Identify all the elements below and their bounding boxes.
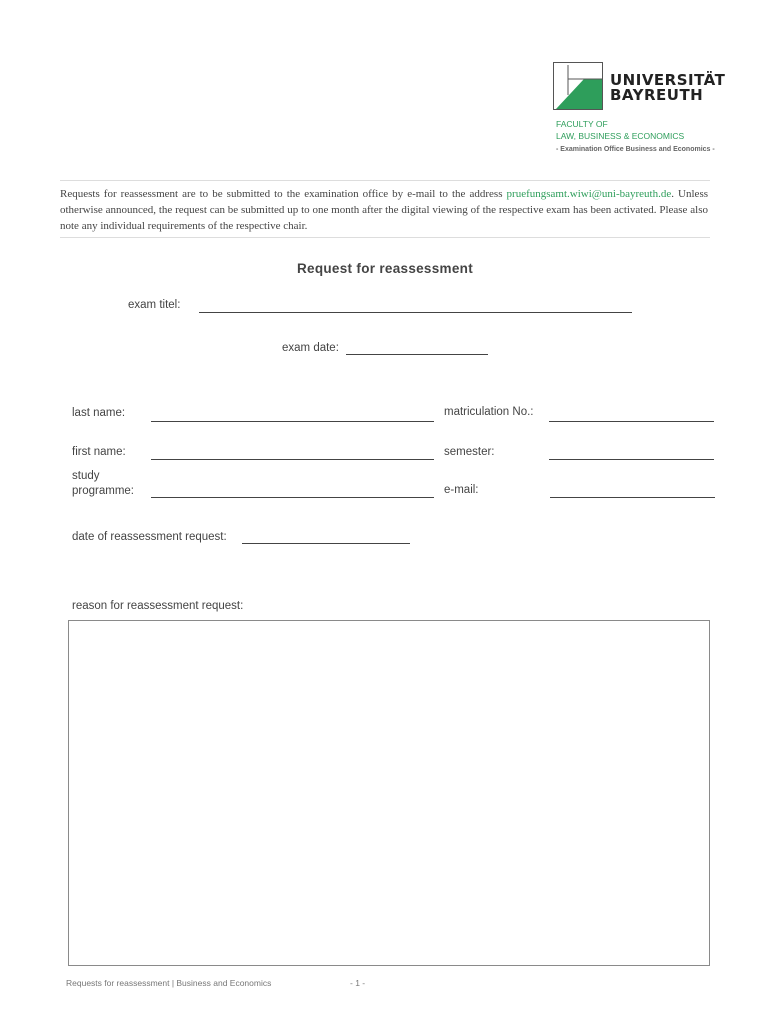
exam-title-field[interactable] bbox=[199, 312, 632, 313]
semester-label: semester: bbox=[444, 446, 495, 458]
divider-bottom bbox=[60, 237, 710, 238]
intro-paragraph bbox=[60, 186, 708, 234]
study-label-line-2: programme: bbox=[72, 485, 134, 497]
request-date-field[interactable] bbox=[242, 543, 410, 544]
intro-text-after: . Unless otherwise announced, the request can be submitted up to one month after the digital viewing of the respective exam has been activated. Please also note any individual requirements of the respective chair. bbox=[60, 188, 709, 232]
semester-field[interactable] bbox=[549, 459, 714, 460]
study-label-line-1: study bbox=[72, 470, 100, 482]
office-name: - Examination Office Business and Economics - bbox=[556, 146, 715, 153]
matriculation-field[interactable] bbox=[549, 421, 714, 422]
first-name-field[interactable] bbox=[151, 459, 434, 460]
divider-top bbox=[60, 180, 710, 181]
exam-date-field[interactable] bbox=[346, 354, 488, 355]
exam-date-label: exam date: bbox=[282, 342, 339, 354]
email-link[interactable]: pruefungsamt.wiwi@uni-bayreuth.de bbox=[506, 188, 672, 200]
request-date-label: date of reassessment request: bbox=[72, 531, 227, 543]
university-logo-mark bbox=[553, 62, 603, 110]
page-number: - 1 - bbox=[350, 978, 366, 988]
faculty-line-2: LAW, BUSINESS & ECONOMICS bbox=[556, 131, 685, 141]
reason-textarea[interactable] bbox=[68, 620, 710, 966]
email-field[interactable] bbox=[550, 497, 715, 498]
university-logo-text bbox=[610, 73, 725, 103]
first-name-label: first name: bbox=[72, 446, 126, 458]
form-title: Request for reassessment bbox=[296, 261, 474, 276]
intro-text-before: Requests for reassessment are to be submitted to the examination office by e-mail to the address bbox=[60, 188, 507, 200]
reason-label: reason for reassessment request: bbox=[72, 600, 244, 612]
logo-line-1: UNIVERSITÄT bbox=[610, 71, 726, 89]
faculty-line-1: FACULTY OF bbox=[556, 119, 608, 129]
footer-text: Requests for reassessment | Business and Economics bbox=[66, 978, 272, 988]
logo-line-2: BAYREUTH bbox=[610, 86, 704, 104]
email-label: e-mail: bbox=[444, 484, 479, 496]
faculty-name bbox=[556, 118, 684, 142]
study-programme-field[interactable] bbox=[151, 497, 434, 498]
last-name-field[interactable] bbox=[151, 421, 434, 422]
exam-title-label: exam titel: bbox=[128, 299, 181, 311]
matriculation-label: matriculation No.: bbox=[444, 406, 534, 418]
last-name-label: last name: bbox=[72, 407, 126, 419]
